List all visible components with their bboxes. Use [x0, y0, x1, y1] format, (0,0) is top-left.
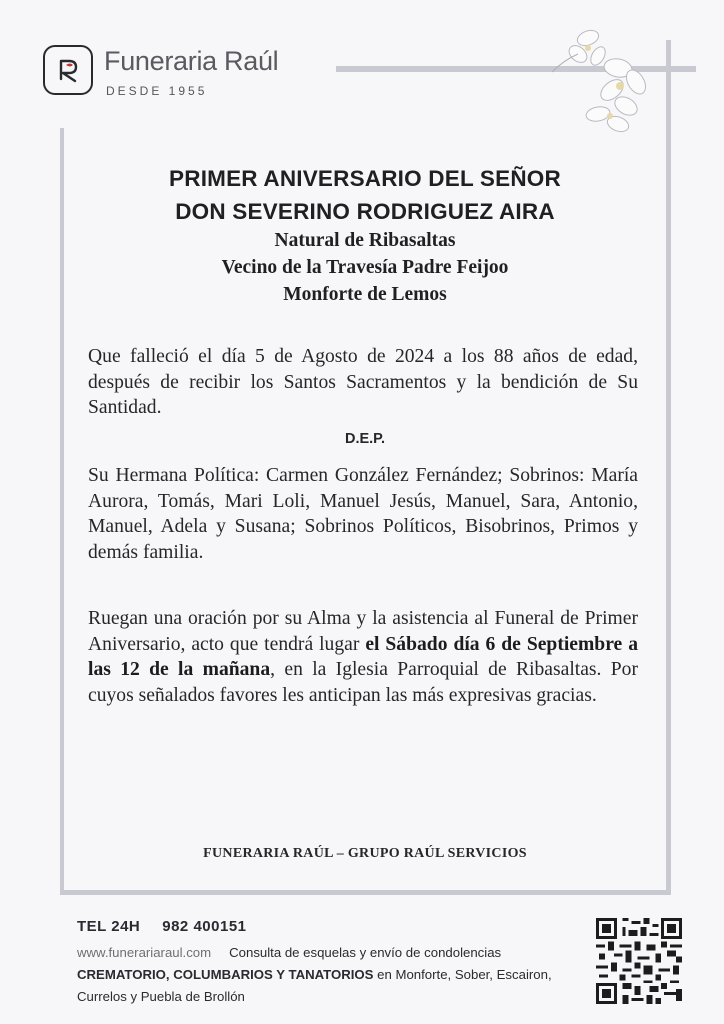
website-link[interactable]: www.funerariaraul.com — [77, 945, 212, 960]
funeral-text-end: , en la Iglesia Parroquial de Ribasaltas. Por cuyos señalados favores les anticipan las más expresivas gracias. — [88, 659, 638, 706]
subtitle-town: Monforte de Lemos — [283, 284, 447, 305]
phone-line — [77, 918, 247, 935]
frame-right — [666, 40, 671, 890]
logo-since: DESDE 1955 — [106, 84, 208, 98]
qr-code-icon[interactable] — [596, 918, 682, 1004]
company-footer: FUNERARIA RAÚL – GRUPO RAÚL SERVICIOS — [203, 846, 527, 861]
frame-left — [60, 128, 64, 893]
title-line-2: DON SEVERINO RODRIGUEZ AIRA — [175, 199, 555, 224]
flowers-decoration — [548, 18, 658, 136]
logo-r-icon — [51, 53, 85, 87]
subtitle-origin: Natural de Ribasaltas — [274, 230, 456, 251]
subtitle-address: Vecino de la Travesía Padre Feijoo — [221, 257, 509, 278]
tel-number[interactable]: 982 400151 — [162, 918, 247, 935]
tel-label: TEL 24H — [77, 918, 141, 935]
funeral-paragraph — [88, 606, 638, 708]
logo-mark — [43, 45, 93, 95]
contact-text-1: Consulta de esquelas y envío de condolencias — [229, 945, 502, 960]
dep-label: D.E.P. — [344, 431, 386, 447]
services-list: CREMATORIO, COLUMBARIOS Y TANATORIOS — [77, 967, 374, 982]
funeral-text-start: Ruegan una oración por su Alma y la asistencia al Funeral de Primer Aniversario, acto que tendrá lugar — [88, 608, 638, 655]
funeral-date: el Sábado día 6 de Septiembre a las 12 de la mañana — [88, 633, 638, 680]
contact-text — [77, 942, 577, 1008]
logo-name: Funeraria Raúl — [104, 46, 279, 76]
death-paragraph: Que falleció el día 5 de Agosto de 2024 a los 88 años de edad, después de recibir los Santos Sacramentos y la bendición de Su Santidad. — [88, 346, 638, 418]
contact-text-2: en Monforte, Sober, Escairon, Currelos y Puebla de Brollón — [77, 967, 552, 1004]
title-line-1: PRIMER ANIVERSARIO DEL SEÑOR — [169, 166, 561, 191]
family-paragraph: Su Hermana Política: Carmen González Fernández; Sobrinos: María Aurora, Tomás, Mari Loli, Manuel Jesús, Manuel, Sara, Antonio, Manuel, Adela y Susana; Sobrinos Políticos, Bisobrinos, Primos y demás familia. — [88, 465, 638, 563]
frame-bottom — [60, 890, 671, 895]
